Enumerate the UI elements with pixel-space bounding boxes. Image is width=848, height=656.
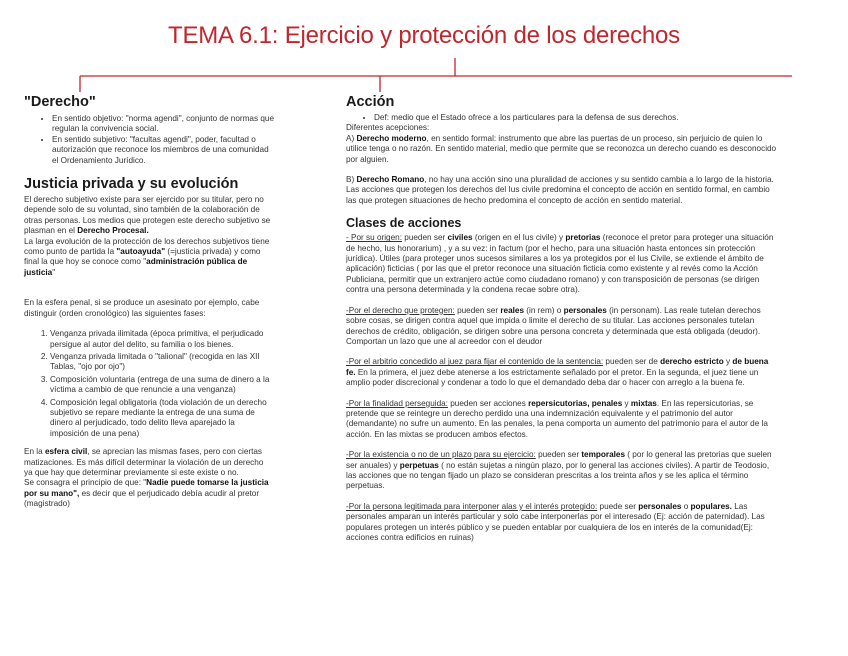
accion-heading: Acción (346, 94, 395, 110)
clase-origen: - Por su origen: pueden ser civiles (origen en el Ius civile) y pretorias (reconoce el pretor para proteger una situación de hecho, Ius honorarium) , y a su vez: in factum (por el hecho, para una situación hasta entonces sin protección jurídica). Útiles (para proteger unos sucesos similares a los ya protegidos por el Ius Civile, se extiende el ámbito de aplicación) ficticias ( por las que el pretor reconoce una situación ficticia como existente y al revés como la Acción Publiciana, permitir que un extranjero actúe como ciudadano romano) y con transposición de personas (se dirigen contra una persona determinada y la condena recae sobre otra). (346, 233, 774, 295)
justicia-heading: Justicia privada y su evolución (24, 176, 239, 193)
accion-list (346, 113, 778, 123)
justicia-paragraph-1: El derecho subjetivo existe para ser ejercido por su titular, pero no depende solo de su voluntad, sino también de la colaboración de otras personas. Los medios que protegen este derecho subjetivo se plasman en el Derecho Procesal. (24, 195, 271, 236)
justicia-paragraph-2: La larga evolución de la protección de los derechos subjetivos tiene como punto de partida la "autoayuda" (=justicia privada) y como final la que hoy se conoce como "administración pública de justicia" (24, 236, 270, 277)
clase-derecho-protegido: -Por el derecho que protegen: pueden ser reales (in rem) o personales (in personam). Las reale tutelan derechos sobre cosas, se dirigen contra aquel que impida o limite el derecho de su titular. Las acciones personales tutelan derechos de crédito, obligación, se dirigen sobre una persona concreta y determinada que está obligada (deudor). Comportan un lazo que une al acreedor con el deudor (346, 305, 761, 346)
civil-paragraph: En la esfera civil, se aprecian las mismas fases, pero con ciertas matizaciones. Es más difícil determinar la violación de un derecho ya que hay que determinar previamente si este existe o no. (24, 447, 264, 477)
acepcion-a: A) Derecho moderno, en sentido formal: instrumento que abre las puertas de un proceso, sin perjuicio de quien lo utilice tenga o no razón. En sentido material, medio que permite que se reconozca un derecho cuando es desconocido por alguien. (346, 133, 777, 164)
derecho-heading: "Derecho" (24, 94, 96, 110)
list-item: 3. Composición voluntaria (entrega de una suma de dinero a la víctima a cambio de que renuncie a una venganza) (50, 375, 274, 396)
penal-paragraph: En la esfera penal, si se produce un asesinato por ejemplo, cabe distinguir (orden cronológico) las siguientes fases: (24, 298, 260, 318)
list-item: • Def: medio que el Estado ofrece a los particulares para la defensa de sus derechos. (374, 113, 778, 123)
clases-heading: Clases de acciones (346, 216, 462, 231)
list-item: 4. Composición legal obligatoria (toda violación de un derecho subjetivo se repare mediante la entrega de una suma de dinero al perjudicado, todo delito lleva aparejado la imposición de una pena) (50, 398, 274, 440)
acepciones-label: Diferentes acepciones: (346, 123, 430, 133)
list-item: 2. Venganza privada limitada o "talional" (recogida en las XII Tablas, "ojo por ojo") (50, 352, 274, 373)
list-item: 1. Venganza privada ilimitada (época primitiva, el perjudicado persigue al autor del delito, su familia o los bienes. (50, 329, 274, 350)
clase-arbitrio: -Por el arbitrio concedido al juez para fijar el contenido de la sentencia: pueden ser de derecho estricto y de buena fe. En la primera, el juez debe atenerse a los estrictamente señalado por el pretor. En la segunda, el juez tiene un amplio poder discrecional y condenar a todo lo que el demandado deba dar o hacer con arreglo a la buena fe. (346, 357, 769, 388)
list-item: • En sentido subjetivo: "facultas agendi", poder, facultad o autorización que reconoce los miembros de una comunidad el Ordenamiento Jurídico. (52, 135, 274, 166)
acepcion-b: B) Derecho Romano, no hay una acción sino una pluralidad de acciones y su sentido cambia a lo largo de la historia. Las acciones que protegen los derechos del Ius civile predomina el concepto de acción en sentido formal, en cambio las que protegen situaciones de hecho predomina el concepto de acción en sentido material. (346, 175, 774, 205)
clase-plazo: -Por la existencia o no de un plazo para su ejercicio: pueden ser temporales ( por lo general las pretorias que suelen ser anuales) y perpetuas ( no están sujetas a ningún plazo, por lo general las acciones civiles). A partir de Teodosio, las acciones que no tengan fijado un plazo se consideran prescritas a los treinta años y se les aplica el término perpetuas. (346, 450, 772, 491)
page-title: TEMA 6.1: Ejercicio y protección de los derechos (168, 22, 680, 49)
fases-list (24, 329, 274, 439)
right-column (346, 94, 778, 543)
left-column (24, 94, 274, 510)
clase-legitimada: -Por la persona legitimada para interponer alas y el interés protegido: puede ser personales o populares. Las personales amparan un interés particular y solo cabe interponerlas por el interesado (Ej: acción de paternidad). Las populares protegen un interés público y se pueden entablar por cualquiera de los en interés de la comunidad(Ej: acciones contra edificios en ruinas) (346, 501, 765, 542)
civil-principle-paragraph: Se consagra el principio de que: "Nadie puede tomarse la justicia por su mano", es decir que el perjudicado debía acudir al pretor (magistrado) (24, 478, 269, 509)
list-item: • En sentido objetivo: "norma agendi", conjunto de normas que regulan la convivencia social. (52, 114, 274, 135)
derecho-list (24, 114, 274, 166)
clase-finalidad: -Por la finalidad perseguida: pueden ser acciones repersicutorias, penales y mixtas. En las repersicutorias, se pretende que se reintegre un derecho perdido una una indemnización equivalente y el patrimonio del autor (demandante) no sufre un aumento. En las penales, la pena comporta un aumento del patrimonio para el autor de la acción. En las mixtas se producen ambos efectos. (346, 398, 768, 439)
